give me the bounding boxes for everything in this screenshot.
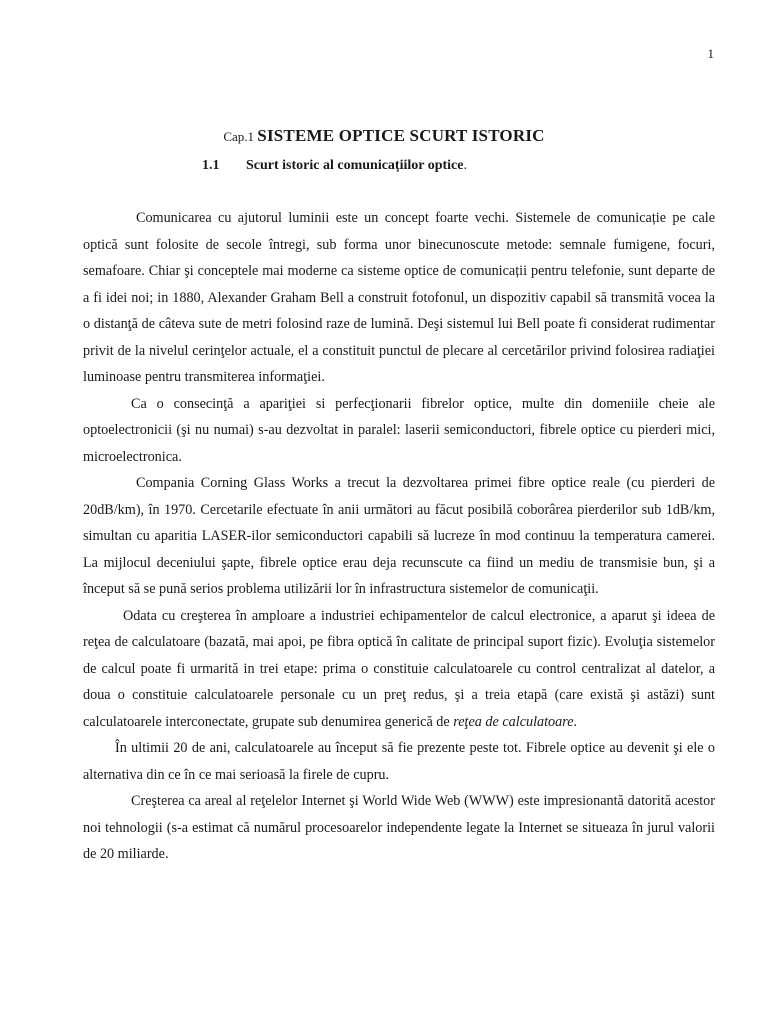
paragraph-4-emphasis: reţea de calculatoare (453, 713, 574, 730)
page-number: 1 (707, 46, 714, 61)
paragraph-6: Creşterea ca areal al reţelelor Internet şi World Wide Web (WWW) este impresionantă datorită acestor noi tehnologii (s-a estimat că numărul procesoarelor independente legate la Internet se situeaza în jurul valorii de 20 miliarde. (83, 793, 715, 862)
paragraph-4 (83, 603, 715, 736)
paragraph-1: Comunicarea cu ajutorul luminii este un concept foarte vechi. Sistemele de comunicație pe cale optică sunt folosite de secole întregi, sub forma unor binecunoscute metode: semnale fumigene, focuri, semafoare. Chiar şi conceptele mai moderne ca sisteme optice de comunicații pentru telefonie, sunt departe de a fi idei noi; in 1880, Alexander Graham Bell a construit fotofonul, un dispozitiv capabil să transmită vocea la o distanţă de câteva sute de metri folosind raze de lumină. Deşi sistemul lui Bell poate fi considerat rudimentar privit de la nivelul cerinţelor actuale, el a constituit punctul de plecare al cercetărilor privind folosirea radiaţiei luminoase pentru transmiterea informaţiei. (83, 210, 715, 385)
paragraph-4-text: Odata cu creşterea în amploare a industriei echipamentelor de calcul electronice, a aparut şi ideea de reţea de calculatoare (bazată, mai apoi, pe fibra optică în calitate de principal suport fizic). Evoluţia sistemelor de calcul poate fi urmarită in trei etape: prima o constituie calculatoarele cu control centralizat al datelor, a doua o constituie calculatoarele personale cu un preţ redus, şi a treia etapă (care există şi astăzi) sunt calculatoarele interconectate, grupate sub denumirea generică de (83, 607, 715, 730)
paragraph-5: În ultimii 20 de ani, calculatoarele au început să fie prezente peste tot. Fibrele optice au devenit şi ele o alternativa din ce în ce mai serioasă la firele de cupru. (83, 740, 715, 783)
paragraph-4-end: . (573, 713, 578, 730)
paragraph-3: Compania Corning Glass Works a trecut la dezvoltarea primei fibre optice reale (cu pierderi de 20dB/km), în 1970. Cercetarile efectuate în anii următori au făcut posibilă coborârea pierderilor sub 1dB/km, simultan cu aparitia LASER-ilor semiconductori capabili să lucreze în mod continuu la temperatura camerei. La mijlocul deceniului şapte, fibrele optice erau deja recunscute ca fiind un mediu de transmisie bun, şi a început să se pună serios problema utilizării lor în infrastructura sistemelor de comunicaţii. (83, 475, 715, 597)
section-heading (202, 158, 467, 174)
section-number: 1.1 (202, 158, 220, 173)
document-body (83, 205, 715, 868)
chapter-heading (0, 126, 768, 146)
section-title: Scurt istoric al comunicațiilor optice (246, 158, 464, 173)
chapter-title: SISTEME OPTICE SCURT ISTORIC (257, 126, 545, 145)
paragraph-2: Ca o consecinţă a apariţiei si perfecţionarii fibrelor optice, multe din domeniile cheie ale optoelectronicii (şi nu numai) s-au dezvoltat in paralel: laserii semiconductori, fibrele optice cu pierderi mici, microelectronica. (83, 395, 715, 465)
section-title-period: . (463, 158, 467, 173)
chapter-label: Cap.1 (223, 129, 255, 144)
